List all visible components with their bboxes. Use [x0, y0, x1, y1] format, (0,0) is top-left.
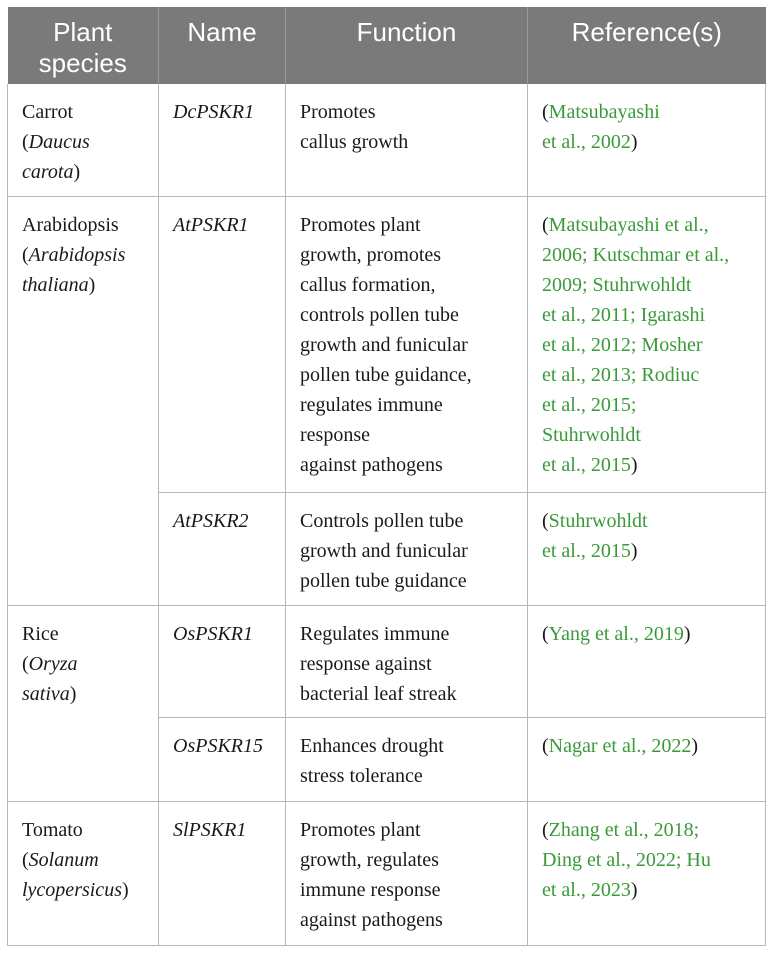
function-line: Promotes plant [300, 818, 421, 841]
function-line: Controls pollen tube [300, 509, 464, 532]
species-latin: (Arabidopsis [22, 244, 126, 267]
reference-line: et al., 2015) [542, 539, 638, 562]
function-line: growth and funicular [300, 334, 468, 357]
function-line: pollen tube guidance, [300, 364, 472, 387]
function-line: against pathogens [300, 908, 443, 931]
reference-line: (Matsubayashi [542, 101, 660, 123]
reference-line: et al., 2015) [542, 454, 638, 477]
function-cell [286, 197, 528, 493]
table-row [8, 605, 766, 718]
reference-cell [528, 801, 766, 945]
function-cell [286, 605, 528, 718]
header-references: Reference(s) [528, 7, 766, 84]
reference-line: 2006; Kutschmar et al., [542, 244, 730, 267]
function-line: Promotes [300, 101, 376, 123]
function-line: growth and funicular [300, 539, 468, 562]
function-line: callus formation, [300, 274, 436, 297]
species-cell [8, 84, 159, 197]
species-common: Rice [22, 622, 59, 645]
function-line: against pathogens [300, 454, 443, 477]
reference-cell [528, 718, 766, 801]
receptor-name: AtPSKR2 [159, 492, 286, 605]
species-common: Arabidopsis [22, 214, 119, 237]
receptor-name: DcPSKR1 [159, 84, 286, 197]
pskr-table [7, 7, 766, 946]
species-latin: carota) [22, 161, 81, 183]
species-cell [8, 801, 159, 945]
function-line: response against [300, 652, 432, 675]
function-line: immune response [300, 878, 441, 901]
function-line: callus growth [300, 131, 409, 153]
header-species-line: species [38, 48, 127, 78]
species-latin: (Daucus [22, 131, 90, 153]
species-cell [8, 197, 159, 605]
header-species-line: Plant [53, 17, 113, 47]
function-cell [286, 718, 528, 801]
reference-cell [528, 197, 766, 493]
receptor-name: SlPSKR1 [159, 801, 286, 945]
reference-line: et al., 2012; Mosher [542, 334, 703, 357]
species-common: Tomato [22, 818, 83, 841]
function-line: growth, promotes [300, 244, 442, 267]
function-line: Regulates immune [300, 622, 450, 645]
table-row [8, 801, 766, 945]
reference-line: et al., 2002) [542, 131, 638, 153]
header-function: Function [286, 7, 528, 84]
species-latin: (Solanum [22, 848, 99, 871]
reference-cell [528, 492, 766, 605]
header-row [8, 7, 766, 84]
header-species [8, 7, 159, 84]
reference-line: et al., 2023) [542, 878, 638, 901]
receptor-name: AtPSKR1 [159, 197, 286, 493]
species-common: Carrot [22, 101, 74, 123]
function-cell [286, 84, 528, 197]
species-latin: (Oryza [22, 652, 78, 675]
species-latin: lycopersicus) [22, 878, 129, 901]
function-line: controls pollen tube [300, 304, 459, 327]
species-cell [8, 605, 159, 801]
reference-line: et al., 2015; [542, 394, 637, 417]
function-line: bacterial leaf streak [300, 682, 457, 705]
reference-line: Stuhrwohldt [542, 424, 641, 447]
reference-line: et al., 2013; Rodiuc [542, 364, 700, 387]
reference-cell [528, 84, 766, 197]
reference-line: (Stuhrwohldt [542, 509, 648, 532]
reference-line: (Zhang et al., 2018; [542, 818, 700, 841]
function-line: pollen tube guidance [300, 569, 467, 592]
function-line: response [300, 424, 370, 447]
function-line: growth, regulates [300, 848, 439, 871]
function-line: regulates immune [300, 394, 443, 417]
function-line: Promotes plant [300, 214, 421, 237]
receptor-name: OsPSKR1 [159, 605, 286, 718]
table-header [8, 7, 766, 84]
header-name: Name [159, 7, 286, 84]
reference-cell [528, 605, 766, 718]
function-line: Enhances drought [300, 735, 444, 758]
reference-line: et al., 2011; Igarashi [542, 304, 706, 327]
table-row [8, 197, 766, 493]
receptor-name: OsPSKR15 [159, 718, 286, 801]
reference-line: 2009; Stuhrwohldt [542, 274, 692, 297]
reference-line: (Yang et al., 2019) [542, 622, 691, 645]
species-latin: thaliana) [22, 274, 96, 297]
reference-line: Ding et al., 2022; Hu [542, 848, 711, 871]
reference-line: (Matsubayashi et al., [542, 214, 709, 237]
function-line: stress tolerance [300, 765, 423, 788]
function-cell [286, 492, 528, 605]
table-body [8, 84, 766, 946]
reference-line: (Nagar et al., 2022) [542, 735, 699, 758]
table-row [8, 84, 766, 197]
species-latin: sativa) [22, 682, 77, 705]
function-cell [286, 801, 528, 945]
